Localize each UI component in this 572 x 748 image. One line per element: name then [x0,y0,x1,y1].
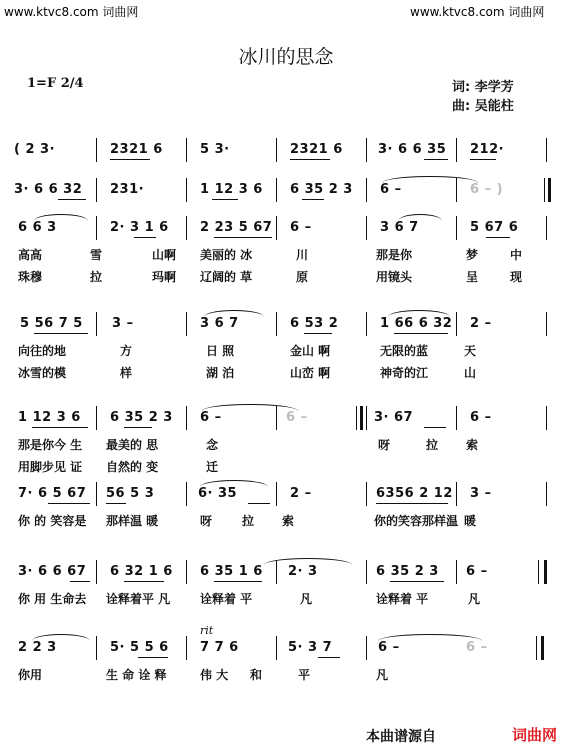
beam [124,427,152,428]
lyric: 冰雪的模 [18,366,67,380]
beam [394,333,448,334]
measure: 3 6 7 [200,316,239,331]
slur [398,214,442,221]
barline [456,482,457,506]
measure: 6356 2 12 [376,486,453,501]
barline [96,482,97,506]
lyric: 向往的地 [18,344,67,358]
lyric: 你的笑容那样温 [374,514,459,528]
tie [382,176,478,183]
beam [470,159,496,160]
measure: 3 6 7 [380,220,419,235]
beam [424,159,448,160]
lyric: 金山 啊 [290,344,331,358]
slur [200,480,268,487]
lyric: 山 [464,366,477,380]
lyric: 那是你今 生 [18,438,83,452]
measure: 2 – [290,486,312,501]
lyric: 无限的蓝 [380,344,429,358]
lyric: 索 [466,438,479,452]
measure: 6 35 2 3 [110,410,173,425]
key-signature: 1=F 2/4 [27,76,84,91]
beam [70,581,90,582]
barline [276,178,277,202]
measure: 5 56 7 5 [20,316,83,331]
lyric: 平 [298,668,311,682]
measure: 5 3· [200,142,230,157]
barline [366,138,367,162]
barline [186,178,187,202]
measure: 6· 35 [198,486,238,501]
measure: 2 23 5 67 [200,220,273,235]
tie [202,404,298,411]
measure: 3· 67 [374,410,414,425]
measure: ( 2 3· [14,142,56,157]
barline-final [541,636,544,660]
measure: 6 – [378,640,400,655]
beam [304,333,332,334]
lyricist-credit: 词: 李学芳 [452,80,514,95]
lyric: 念 [206,438,219,452]
measure: 6 – ) [470,182,504,197]
lyric: 那是你 [376,248,413,262]
measure: 6 – [466,640,488,655]
lyric: 诠释着平 凡 [106,592,171,606]
barline [96,178,97,202]
lyric: 梦 [466,248,479,262]
song-title: 冰川的思念 [238,46,334,68]
lyric: 凡 [468,592,481,606]
measure: 6 35 2 3 [376,564,439,579]
lyric: 生 命 诠 释 [106,668,167,682]
barline [546,216,547,240]
barline [186,636,187,660]
lyric: 索 [282,514,295,528]
lyric: 诠释着 平 [200,592,253,606]
beam [486,237,510,238]
measure: 6 53 2 [290,316,339,331]
lyric: 样 [120,366,133,380]
barline [96,216,97,240]
beam [302,199,324,200]
measure: 2321 6 [110,142,163,157]
measure: 6 – [286,410,308,425]
barline [538,560,539,584]
measure: 6 – [290,220,312,235]
lyric: 珠穆 [18,270,43,284]
barline [96,406,97,430]
lyric: 高高 [18,248,43,262]
barline [96,560,97,584]
measure: 5 67 6 [470,220,519,235]
lyric: 拉 [242,514,255,528]
barline [186,138,187,162]
beam [34,333,88,334]
measure: 56 5 3 [106,486,155,501]
measure: 1 12 3 6 [18,410,81,425]
beam [134,237,156,238]
barline [276,636,277,660]
barline [276,138,277,162]
barline [456,406,457,430]
lyric: 自然的 变 [106,460,159,474]
measure: 5· 3 7 [288,640,333,655]
lyric: 最美的 思 [106,438,159,452]
measure: 212· [470,142,505,157]
lyric: 和 [250,668,263,682]
beam [58,199,86,200]
beam [390,581,444,582]
measure: 6 – [470,410,492,425]
measure: 2· 3 1 6 [110,220,169,235]
barline [366,560,367,584]
lyric: 呀 [200,514,213,528]
site-header-right: www.ktvc8.com 词曲网 [410,5,545,19]
measure: 6 35 2 3 [290,182,353,197]
beam [424,427,446,428]
barline [456,312,457,336]
lyric: 玛啊 [152,270,177,284]
measure: 5· 5 5 6 [110,640,169,655]
measure: 3· 6 6 32 [14,182,83,197]
measure: 3 – [112,316,134,331]
measure: 6 – [200,410,222,425]
barline [536,636,537,660]
lyric: 迁 [206,460,219,474]
beam [248,503,270,504]
measure: 6 – [466,564,488,579]
lyric: 辽阔的 草 [200,270,253,284]
beam [124,581,164,582]
lyric: 日 照 [206,344,235,358]
measure: 1 12 3 6 [200,182,263,197]
barline [276,216,277,240]
beam [106,503,126,504]
measure: 1 66 6 32 [380,316,453,331]
lyric: 那样温 暖 [106,514,159,528]
measure: 3 – [470,486,492,501]
measure: 2· 3 [288,564,318,579]
tie [378,634,482,641]
barline [366,636,367,660]
barline [544,178,545,202]
barline [546,312,547,336]
slur [264,558,352,565]
barline [186,406,187,430]
measure: 3· 6 6 35 [378,142,447,157]
barline [96,138,97,162]
measure: 6 32 1 6 [110,564,173,579]
lyric: 湖 泊 [206,366,235,380]
lyric: 雪 [90,248,103,262]
beam [290,159,330,160]
lyric: 凡 [376,668,389,682]
barline-final [548,178,551,202]
lyric: 呀 [378,438,391,452]
barline [186,216,187,240]
lyric: 呈 [466,270,479,284]
ritardando-mark: rit [200,624,214,637]
measure: 2 – [470,316,492,331]
lyric: 中 [510,248,523,262]
measure: 7· 6 5 67 [18,486,87,501]
beam [110,159,150,160]
measure: 2321 6 [290,142,343,157]
measure: 2 2 3 [18,640,57,655]
barline [356,406,357,430]
barline [456,216,457,240]
lyric: 暖 [464,514,477,528]
slur [32,634,90,641]
source-note: 本曲谱源自 [366,729,436,745]
lyric: 拉 [90,270,103,284]
measure: 7 7 6 [200,640,239,655]
barline [186,560,187,584]
barline [366,216,367,240]
beam [376,503,448,504]
beam [214,581,262,582]
beam [138,657,168,658]
barline [276,482,277,506]
lyric: 山峦 啊 [290,366,331,380]
lyric: 你 用 生命去 [18,592,87,606]
barline [96,636,97,660]
measure: 6 – [380,182,402,197]
lyric: 现 [510,270,523,284]
barline [276,312,277,336]
barline [546,482,547,506]
barline [96,312,97,336]
lyric: 原 [296,270,309,284]
lyric: 方 [120,344,133,358]
lyric: 天 [464,344,477,358]
measure: 231· [110,182,145,197]
beam [318,657,340,658]
composer-credit: 曲: 吴能柱 [452,99,514,114]
beam [214,237,272,238]
measure: 6 35 1 6 [200,564,263,579]
repeat-end [544,560,547,584]
barline [366,482,367,506]
beam [48,503,90,504]
site-logo[interactable]: 词曲网 [512,726,558,744]
slur [204,310,264,317]
lyric: 你用 [18,668,43,682]
lyric: 伟 大 [200,668,229,682]
slur [34,214,88,221]
barline [366,178,367,202]
barline [186,482,187,506]
barline [546,138,547,162]
barline [366,406,367,430]
barline [366,312,367,336]
repeat-start [360,406,363,430]
barline [186,312,187,336]
barline [456,560,457,584]
beam [212,199,238,200]
lyric: 山啊 [152,248,177,262]
measure: 3· 6 6 67 [18,564,87,579]
beam [32,427,88,428]
lyric: 诠释着 平 [376,592,429,606]
lyric: 用脚步见 证 [18,460,83,474]
barline [546,406,547,430]
barline [456,138,457,162]
site-header-left: www.ktvc8.com 词曲网 [4,5,139,19]
lyric: 神奇的江 [380,366,429,380]
lyric: 川 [296,248,309,262]
lyric: 美丽的 冰 [200,248,253,262]
lyric: 凡 [300,592,313,606]
slur [388,310,450,317]
lyric: 用镜头 [376,270,413,284]
lyric: 你 的 笑容是 [18,514,87,528]
lyric: 拉 [426,438,439,452]
measure: 6 6 3 [18,220,57,235]
